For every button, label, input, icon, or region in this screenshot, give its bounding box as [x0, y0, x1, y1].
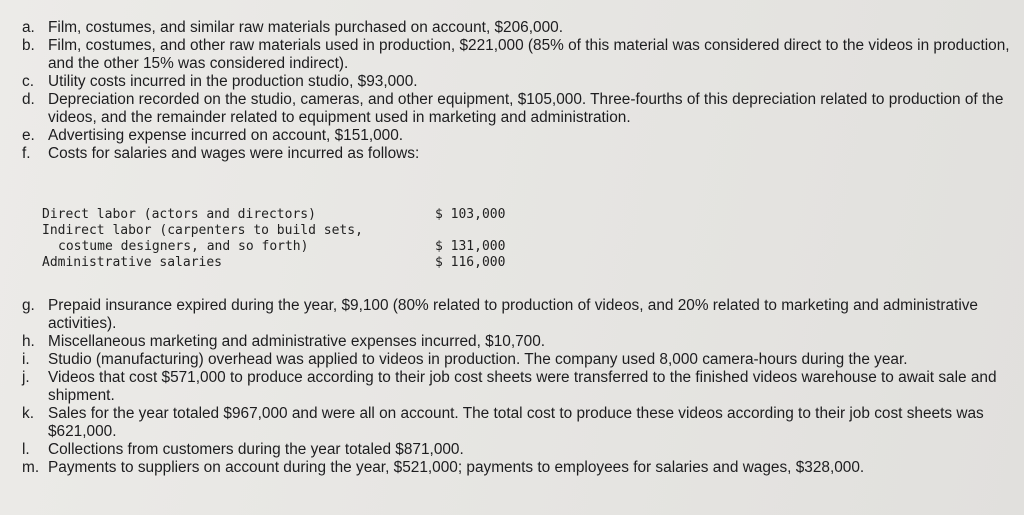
item-marker: c.	[22, 73, 34, 90]
item-marker: b.	[22, 37, 35, 54]
transaction-item-m	[22, 459, 1012, 477]
transaction-item-f	[22, 145, 1012, 163]
item-text: Studio (manufacturing) overhead was applied to videos in production. The company used 8,000 camera-hours during the year.	[48, 351, 908, 368]
item-text: Prepaid insurance expired during the year, $9,100 (80% related to production of videos, and 20% related to marketing and administrative activities).	[48, 297, 978, 332]
transaction-item-j	[22, 369, 1012, 405]
transaction-item-a	[22, 19, 1012, 37]
item-marker: k.	[22, 405, 34, 422]
item-marker: g.	[22, 297, 35, 314]
item-text: Film, costumes, and similar raw materials purchased on account, $206,000.	[48, 19, 563, 36]
transaction-item-l	[22, 441, 1012, 459]
labor-label: costume designers, and so forth)	[58, 239, 309, 254]
item-marker: i.	[22, 351, 30, 368]
item-marker: d.	[22, 91, 35, 108]
transaction-item-d	[22, 91, 1012, 127]
item-marker: j.	[22, 369, 30, 386]
labor-label: Direct labor (actors and directors)	[42, 207, 316, 222]
item-text: Payments to suppliers on account during the year, $521,000; payments to employees for salaries and wages, $328,000.	[48, 459, 865, 476]
transaction-item-b	[22, 37, 1012, 73]
labor-label: Indirect labor (carpenters to build sets,	[42, 223, 363, 238]
labor-row-admin	[42, 255, 522, 271]
labor-amount: $ 116,000	[435, 255, 506, 270]
item-text: Utility costs incurred in the production studio, $93,000.	[48, 73, 418, 90]
item-marker: e.	[22, 127, 35, 144]
item-text: Film, costumes, and other raw materials used in production, $221,000 (85% of this material was considered direct to the videos in production, and the other 15% was considered indirect).	[48, 37, 1010, 72]
item-marker: h.	[22, 333, 35, 350]
item-marker: f.	[22, 145, 31, 162]
transaction-list-top	[22, 19, 1012, 163]
labor-row-indirect	[42, 223, 522, 239]
labor-row-direct	[42, 207, 522, 223]
item-text: Costs for salaries and wages were incurred as follows:	[48, 145, 420, 162]
transaction-item-c	[22, 73, 1012, 91]
labor-label: Administrative salaries	[42, 255, 223, 270]
transaction-item-i	[22, 351, 1012, 369]
labor-amount: $ 103,000	[435, 207, 506, 222]
transaction-item-k	[22, 405, 1012, 441]
item-text: Miscellaneous marketing and administrative expenses incurred, $10,700.	[48, 333, 546, 350]
transaction-item-e	[22, 127, 1012, 145]
labor-row-indirect-cont	[42, 239, 522, 255]
item-marker: a.	[22, 19, 35, 36]
item-text: Sales for the year totaled $967,000 and were all on account. The total cost to produce these videos according to their job cost sheets was $621,000.	[48, 405, 984, 440]
transaction-item-g	[22, 297, 1012, 333]
item-marker: l.	[22, 441, 30, 458]
item-text: Depreciation recorded on the studio, cameras, and other equipment, $105,000. Three-fourths of this depreciation related to production of the videos, and the remainder related to equipment used in marketing and administration.	[48, 91, 1004, 126]
item-marker: m.	[22, 459, 40, 476]
item-text: Advertising expense incurred on account, $151,000.	[48, 127, 404, 144]
item-text: Collections from customers during the year totaled $871,000.	[48, 441, 464, 458]
transaction-item-h	[22, 333, 1012, 351]
item-text: Videos that cost $571,000 to produce according to their job cost sheets were transferred to the finished videos warehouse to await sale and shipment.	[48, 369, 997, 404]
salaries-wages-table	[42, 207, 522, 271]
transaction-list-bottom	[22, 297, 1012, 477]
labor-amount: $ 131,000	[435, 239, 506, 254]
